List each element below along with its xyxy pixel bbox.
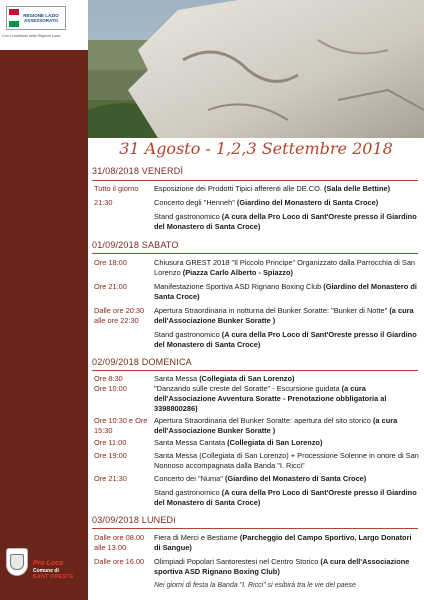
event-text: Concerto dei "Numa" (Giardino del Monastero di Santa Croce): [154, 474, 367, 483]
contribution-caption: Con il contributo della Regione Lazio: [2, 34, 61, 38]
event-text: Apertura Straordinaria del Bunker Soratte: apertura del sito storico (a cura dell'Associazione Bunker Soratte ): [154, 416, 398, 435]
event-time: Ore 21:00: [94, 282, 127, 291]
event-time: Dalle ore 20:30 alle ore 22:30: [94, 306, 145, 325]
event-time: Ore 10:00: [94, 384, 127, 393]
proloco-logo: [33, 560, 83, 590]
event-time: Ore 19:00: [94, 451, 127, 460]
municipal-crest-icon: [6, 548, 28, 576]
date-banner: 31 Agosto - 1,2,3 Settembre 2018: [119, 139, 393, 158]
day-header: 02/09/2018 DOMENICA: [92, 357, 192, 367]
event-text: Stand gastronomico (A cura della Pro Loco di Sant'Oreste presso il Giardino del Monastero di Santa Croce): [154, 212, 417, 231]
event-text: Chiusura GREST 2018 "Il Piccolo Principe" Organizzato dalla Parrocchia di San Lorenzo (Piazza Carlo Alberto - Spiazzo): [154, 258, 416, 277]
regione-lazio-logo: [6, 6, 66, 30]
region-logo-box: [0, 0, 88, 50]
event-time: Ore 8:30: [94, 374, 123, 383]
event-time: 21:30: [94, 198, 113, 207]
event-text: Fiera di Merci e Bestiame (Parcheggio del Campo Sportivo, Largo Donatori di Sangue): [154, 533, 412, 552]
event-text: Manifestazione Sportiva ASD Rignano Boxing Club (Giardino del Monastero di Santa Croce): [154, 282, 417, 301]
logo-line-1: REGIONE LAZIO: [23, 13, 59, 18]
event-text: Esposizione dei Prodotti Tipici afferenti alle DE.CO. (Sala delle Bettine): [154, 184, 391, 193]
footer-note: Nei giorni di festa la Banda "I. Ricci" si esibirà tra le vie del paese: [154, 582, 356, 589]
event-time: Ore 21:30: [94, 474, 127, 483]
event-text: Santa Messa (Collegiata di San Lorenzo) + Processione Solenne in onore di San Nonnoso accompagnata dalla Banda "I. Ricci": [154, 451, 419, 470]
event-time: Ore 18:00: [94, 258, 127, 267]
day-header: 31/08/2018 VENERDÌ: [92, 166, 184, 176]
divider: [92, 370, 418, 371]
day-header: 03/09/2018 LUNEDì: [92, 515, 176, 525]
proloco-line-3: SANT'ORESTE: [33, 574, 74, 580]
sidebar: [0, 0, 88, 600]
event-time: Ore 11:00: [94, 438, 127, 447]
header-photo: [88, 0, 424, 138]
proloco-line-1: Pro Loco: [33, 560, 64, 567]
event-text: Santa Messa Cantata (Collegiata di San Lorenzo): [154, 438, 323, 447]
event-time: Dalle ore 16.00: [94, 557, 145, 566]
event-text: Concerto degli "Henneh" (Giardino del Monastero di Santa Croce): [154, 198, 379, 207]
event-text: Santa Messa (Collegiata di San Lorenzo): [154, 374, 295, 383]
event-time: Ore 10:30 e Ore 15:30: [94, 416, 148, 435]
event-text: Stand gastronomico (A cura della Pro Loco di Sant'Oreste presso il Giardino del Monastero di Santa Croce): [154, 488, 417, 507]
divider: [92, 528, 418, 529]
divider: [92, 180, 418, 181]
event-text: "Danzando sulle creste del Soratte" - Escursione guidata (a cura dell'Associazione Avventura Soratte - Prenotazione obbligatoria al 3398800286): [154, 384, 387, 413]
logo-line-2: ASSESSORATO: [23, 18, 59, 23]
event-text: Olimpiadi Popolari Santorestesi nel Centro Storico (A cura dell'Associazione sportiva ASD Rignano Boxing Club): [154, 557, 410, 576]
flag-icon: [9, 9, 19, 27]
event-text: Stand gastronomico (A cura della Pro Loco di Sant'Oreste presso il Giardino del Monastero di Santa Croce): [154, 330, 417, 349]
event-time: Tutto il giorno: [94, 184, 139, 193]
proloco-line-2: Comune di: [33, 568, 59, 574]
divider: [92, 253, 418, 254]
vertical-title: [4, 150, 84, 450]
day-header: 01/09/2018 SABATO: [92, 240, 179, 250]
event-text: Apertura Straordinaria in notturna del Bunker Soratte: "Bunker di Notte" (a cura dell'Associazione Bunker Soratte ): [154, 306, 414, 325]
event-time: Dalle ore 08.00 alle 13.00: [94, 533, 145, 552]
